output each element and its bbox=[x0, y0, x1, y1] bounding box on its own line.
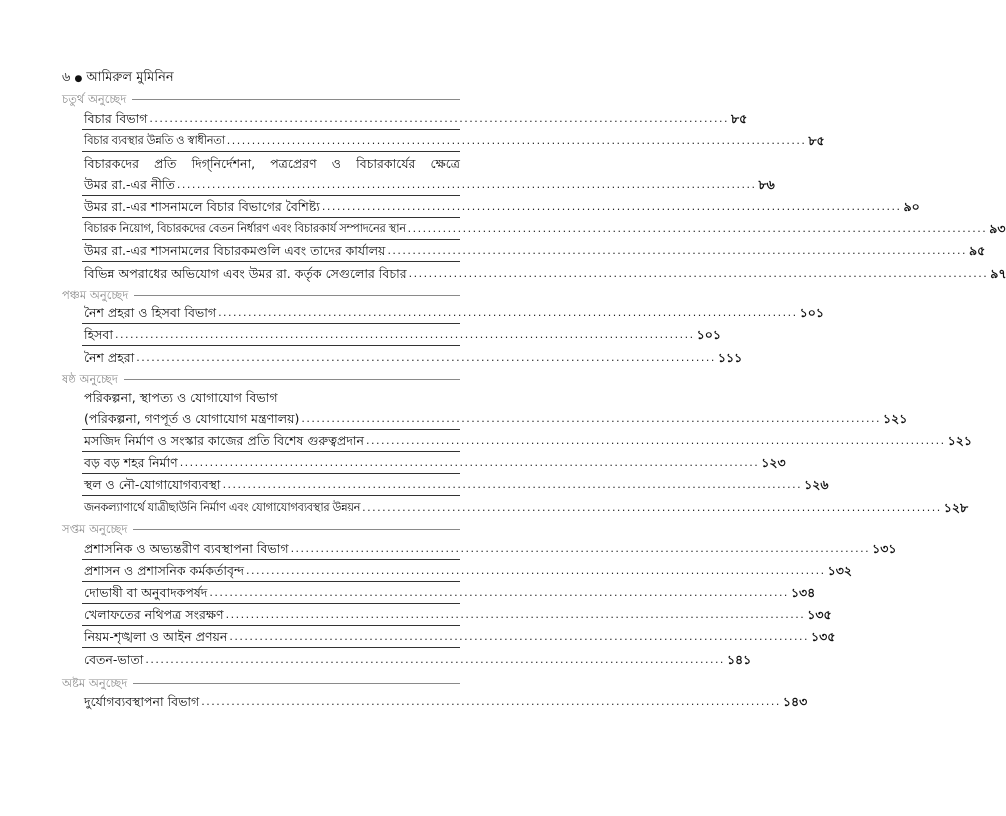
entry-page: ১৪১ bbox=[726, 652, 752, 667]
dot-leader: .................................................................................................................... bbox=[225, 608, 806, 621]
entry-title: হিসবা bbox=[84, 327, 113, 342]
toc-entry[interactable] bbox=[82, 324, 721, 346]
entry-page: ১২১ bbox=[882, 411, 908, 426]
dot-leader: .................................................................................................................... bbox=[136, 351, 716, 364]
dot-leader: .................................................................................................................... bbox=[179, 456, 760, 469]
dot-leader: .................................................................................................................... bbox=[362, 501, 942, 514]
entry-title: (পরিকল্পনা, গণপূর্ত ও যোগাযোগ মন্ত্রণালয়) bbox=[84, 411, 300, 426]
chapter-heading bbox=[62, 288, 460, 302]
toc-entry[interactable] bbox=[82, 218, 1006, 240]
dot-leader: .................................................................................................................... bbox=[301, 412, 881, 425]
entry-title: বিচার ব্যবস্থার উন্নতি ও স্বাধীনতা bbox=[84, 133, 225, 147]
entry-title: বিচারক নিয়োগ, বিচারকদের বেতন নির্ধারণ এবং বিচারকার্য সম্পাদনের স্থান bbox=[84, 221, 406, 235]
entry-page: ১৩১ bbox=[872, 541, 897, 556]
toc-entry[interactable] bbox=[82, 474, 829, 496]
dot-leader: .................................................................................................................... bbox=[222, 478, 803, 491]
chapter-label: চতুর্থ অনুচ্ছেদ bbox=[62, 92, 127, 106]
dot-leader: .................................................................................................................... bbox=[114, 328, 695, 341]
entry-page: ১০১ bbox=[799, 305, 825, 320]
toc-entry[interactable] bbox=[82, 240, 986, 262]
dot-leader: .................................................................................................................... bbox=[246, 564, 826, 577]
dot-leader: .................................................................................................................... bbox=[407, 222, 988, 235]
entry-page: ৮৫ bbox=[731, 111, 748, 126]
toc-entry[interactable] bbox=[82, 302, 825, 324]
dot-leader: .................................................................................................................... bbox=[209, 586, 789, 599]
running-head bbox=[62, 68, 174, 89]
chapter-label: পঞ্চম অনুচ্ছেদ bbox=[62, 288, 129, 302]
entry-title: বিচার বিভাগ bbox=[84, 111, 148, 126]
entry-page: ১৩২ bbox=[827, 563, 852, 578]
entry-title: মসজিদ নির্মাণ ও সংস্কার কাজের প্রতি বিশেষ গুরুত্বপ্রদান bbox=[84, 433, 364, 448]
toc-entry[interactable] bbox=[82, 560, 852, 582]
toc-entry[interactable] bbox=[82, 386, 460, 408]
entry-page: ১৩৫ bbox=[807, 607, 832, 622]
chapter-label: অষ্টম অনুচ্ছেদ bbox=[62, 676, 128, 690]
chapter-heading bbox=[62, 372, 460, 386]
entry-page: ১২১ bbox=[947, 433, 972, 448]
toc-entry[interactable] bbox=[82, 452, 786, 474]
entry-title: বড় বড় শহর নির্মাণ bbox=[84, 455, 178, 470]
entry-page: ১৩৫ bbox=[810, 629, 836, 644]
entry-title: জনকল্যাণার্থে যাত্রীছাউনি নির্মাণ এবং যোগাযোগব্যবস্থার উন্নয়ন bbox=[84, 500, 361, 514]
chapter-heading bbox=[62, 676, 460, 690]
dot-leader: .................................................................................................................... bbox=[218, 306, 798, 319]
chapter-rule bbox=[133, 529, 460, 530]
dot-leader: .................................................................................................................... bbox=[176, 178, 757, 191]
toc-entry[interactable] bbox=[82, 648, 752, 670]
entry-title: নৈশ প্রহরা ও হিসবা বিভাগ bbox=[84, 305, 217, 320]
dot-leader: .................................................................................................................... bbox=[201, 695, 781, 708]
entry-page: ৯০ bbox=[903, 199, 920, 214]
chapter-rule bbox=[132, 99, 460, 100]
toc-entry[interactable] bbox=[82, 604, 832, 626]
entry-title: উমর রা.-এর নীতি bbox=[84, 177, 175, 192]
entry-page: ৮৬ bbox=[758, 177, 775, 192]
toc-entry[interactable] bbox=[82, 346, 743, 368]
chapter-label: ষষ্ঠ অনুচ্ছেদ bbox=[62, 372, 118, 386]
toc-entry[interactable] bbox=[82, 408, 908, 430]
chapter-rule bbox=[124, 379, 460, 380]
entry-page: ১২৩ bbox=[761, 455, 786, 470]
chapter-heading bbox=[62, 522, 460, 536]
entry-title: খেলাফতের নথিপত্র সংরক্ষণ bbox=[84, 607, 224, 622]
dot-leader: .................................................................................................................... bbox=[365, 434, 946, 447]
entry-title: বিচারকদের প্রতি দিগ্‌নির্দেশনা, পত্রপ্রেরণ ও বিচারকার্যের ক্ষেত্রে bbox=[84, 156, 460, 171]
dot-leader: .................................................................................................................... bbox=[149, 112, 730, 125]
entry-page: ১২৮ bbox=[943, 500, 969, 515]
toc-entry[interactable] bbox=[82, 130, 825, 152]
toc-entry[interactable] bbox=[82, 626, 836, 648]
dot-leader: .................................................................................................................... bbox=[145, 653, 725, 666]
entry-title: নিয়ম-শৃঙ্খলা ও আইন প্রণয়ন bbox=[84, 629, 228, 644]
entry-title: প্রশাসন ও প্রশাসনিক কর্মকর্তাবৃন্দ bbox=[84, 563, 245, 578]
entry-title: দোভাষী বা অনুবাদকপর্ষদ bbox=[84, 585, 208, 600]
chapter-rule bbox=[133, 683, 460, 684]
toc-entry[interactable] bbox=[82, 690, 808, 712]
entry-title: পরিকল্পনা, স্থাপত্য ও যোগাযোগ বিভাগ bbox=[84, 390, 278, 405]
entry-page: ৮৫ bbox=[808, 133, 825, 148]
dot-leader: .................................................................................................................... bbox=[226, 134, 807, 147]
entry-title: দুর্যোগব্যবস্থাপনা বিভাগ bbox=[84, 694, 200, 709]
entry-page: ১৩৪ bbox=[790, 585, 816, 600]
chapter-label: সপ্তম অনুচ্ছেদ bbox=[62, 522, 128, 536]
entry-title: নৈশ প্রহরা bbox=[84, 350, 135, 365]
dot-leader: .................................................................................................................... bbox=[321, 200, 902, 213]
chapter-rule bbox=[134, 295, 460, 296]
toc-entry[interactable] bbox=[82, 262, 1006, 284]
entry-page: ১২৬ bbox=[804, 477, 829, 492]
dot-leader: .................................................................................................................... bbox=[408, 267, 989, 280]
entry-title: বেতন-ভাতা bbox=[84, 652, 144, 667]
entry-title: প্রশাসনিক ও অভ্যন্তরীণ ব্যবস্থাপনা বিভাগ bbox=[84, 541, 289, 556]
toc-entry[interactable] bbox=[82, 538, 897, 560]
entry-title: বিভিন্ন অপরাধের অভিযোগ এবং উমর রা. কর্তৃক সেগুলোর বিচার bbox=[84, 266, 407, 281]
toc-entry[interactable] bbox=[82, 582, 816, 604]
bullet-icon: ● bbox=[74, 73, 83, 84]
toc-entry[interactable] bbox=[82, 496, 969, 518]
book-title: আমিরুল মুমিনিন bbox=[86, 70, 174, 85]
dot-leader: .................................................................................................................... bbox=[229, 630, 809, 643]
entry-page: ১১১ bbox=[717, 350, 743, 365]
entry-title: উমর রা.-এর শাসনামলে বিচার বিভাগের বৈশিষ্ট্য bbox=[84, 199, 320, 214]
entry-page: ৯৭ bbox=[990, 266, 1006, 281]
toc-entry[interactable] bbox=[82, 430, 972, 452]
chapter-heading bbox=[62, 92, 460, 106]
toc-entry[interactable] bbox=[82, 196, 920, 218]
entry-page: ৯৩ bbox=[989, 221, 1006, 236]
toc-entry[interactable] bbox=[82, 152, 460, 174]
toc-entry[interactable] bbox=[82, 108, 748, 130]
entry-title: স্থল ও নৌ-যোগাযোগব্যবস্থা bbox=[84, 477, 221, 492]
entry-page: ৯৫ bbox=[969, 243, 986, 258]
entry-page: ১০১ bbox=[696, 327, 721, 342]
dot-leader: .................................................................................................................... bbox=[290, 542, 871, 555]
entry-title: উমর রা.-এর শাসনামলের বিচারকমণ্ডলি এবং তাদের কার্যালয় bbox=[84, 243, 386, 258]
page-number: ৬ bbox=[62, 70, 71, 85]
entry-page: ১৪৩ bbox=[782, 694, 808, 709]
dot-leader: .................................................................................................................... bbox=[387, 244, 968, 257]
toc-entry[interactable] bbox=[82, 174, 775, 196]
